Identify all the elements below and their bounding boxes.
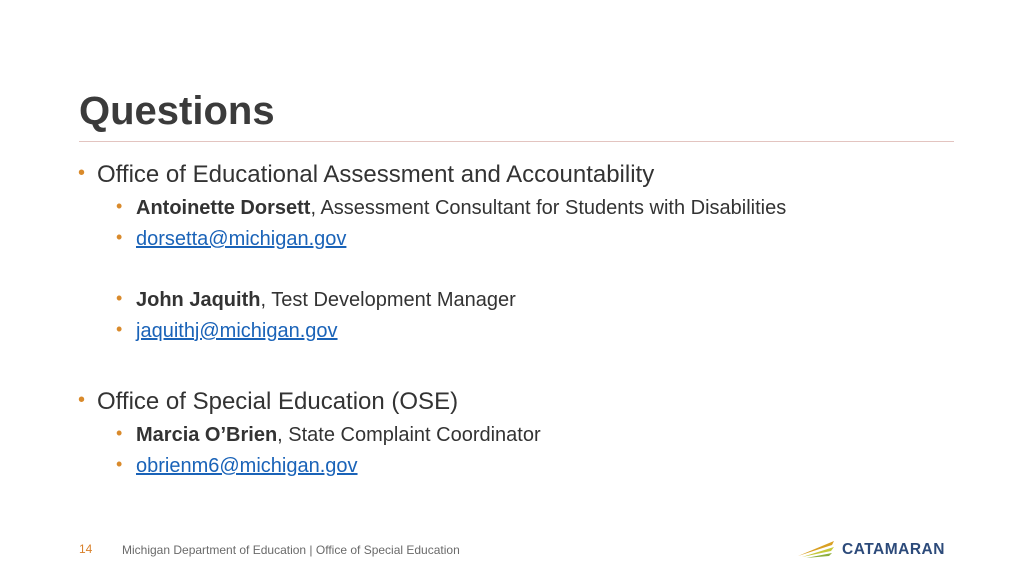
section-heading-assessment bbox=[78, 161, 655, 188]
bullet-icon: • bbox=[116, 288, 123, 308]
contact-name: Marcia O’Brien bbox=[136, 424, 278, 446]
contact-line-jaquith bbox=[116, 288, 516, 311]
bullet-icon: • bbox=[78, 162, 86, 184]
contact-role: , Assessment Consultant for Students with Disabilities bbox=[310, 197, 787, 219]
email-link[interactable]: jaquithj@michigan.gov bbox=[136, 320, 338, 342]
bullet-icon: • bbox=[116, 227, 123, 247]
bullet-icon: • bbox=[116, 196, 123, 216]
contact-name: John Jaquith bbox=[136, 289, 261, 311]
email-link[interactable]: obrienm6@michigan.gov bbox=[136, 455, 358, 477]
catamaran-sail-icon bbox=[796, 536, 836, 560]
section-heading-label: Office of Educational Assessment and Accountability bbox=[97, 161, 655, 188]
logo-text: CATAMARAN bbox=[842, 541, 945, 558]
contact-role: , State Complaint Coordinator bbox=[277, 424, 541, 446]
slide-title: Questions bbox=[79, 89, 275, 133]
bullet-icon: • bbox=[116, 423, 123, 443]
section-heading-label: Office of Special Education (OSE) bbox=[97, 388, 459, 415]
contact-line-dorsett bbox=[116, 196, 787, 219]
email-link[interactable]: dorsetta@michigan.gov bbox=[136, 228, 347, 250]
contact-email-obrien bbox=[116, 454, 358, 477]
contact-email-dorsett bbox=[116, 227, 347, 250]
bullet-icon: • bbox=[78, 389, 86, 411]
bullet-icon: • bbox=[116, 319, 123, 339]
contact-role: , Test Development Manager bbox=[260, 289, 516, 311]
bullet-icon: • bbox=[116, 454, 123, 474]
contact-line-obrien bbox=[116, 423, 541, 446]
contact-name: Antoinette Dorsett bbox=[136, 197, 311, 219]
title-divider bbox=[79, 141, 954, 142]
footer-text: Michigan Department of Education | Office of Special Education bbox=[122, 543, 460, 557]
catamaran-logo bbox=[796, 536, 945, 560]
page-number: 14 bbox=[79, 542, 93, 556]
section-heading-ose bbox=[78, 388, 459, 415]
contact-email-jaquith bbox=[116, 319, 338, 342]
